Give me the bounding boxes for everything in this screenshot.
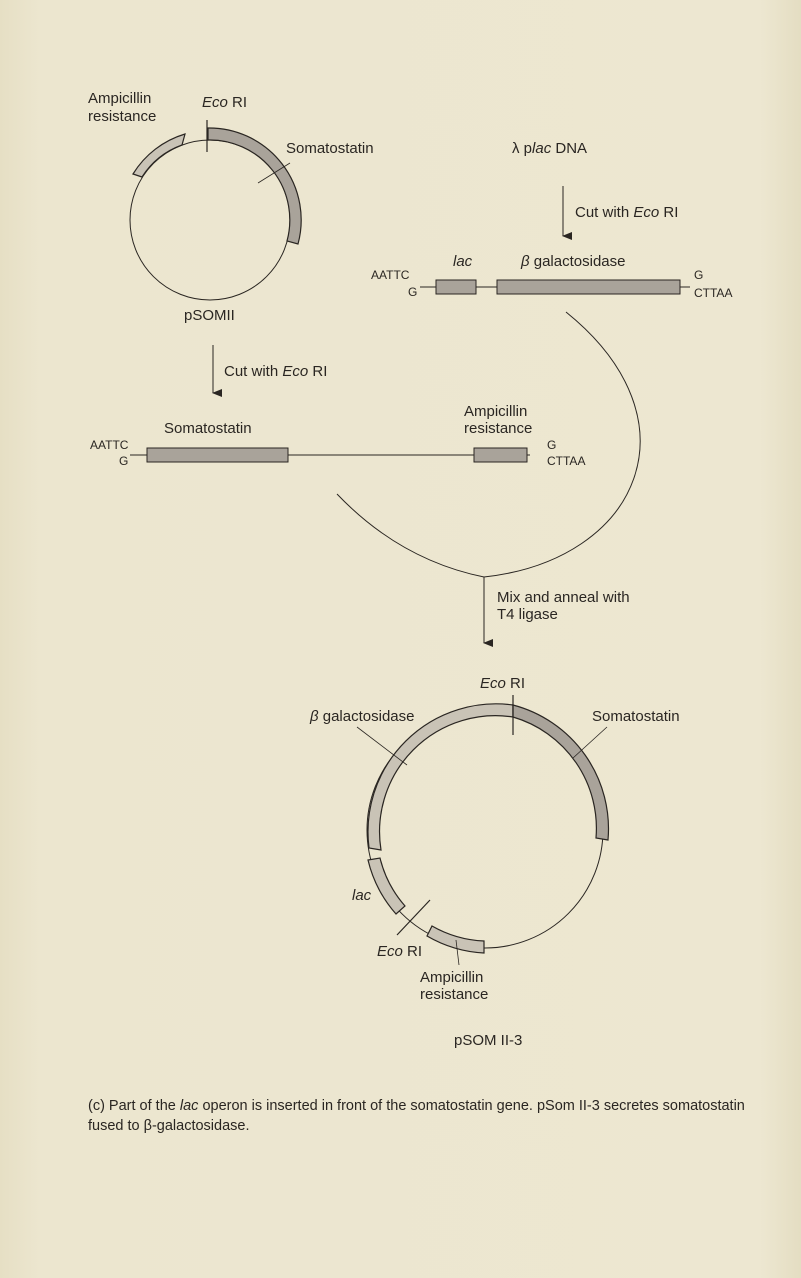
psom3-beta-pointer (357, 727, 407, 765)
lac-label: lac (453, 253, 473, 270)
psom3-beta-label: β galactosidase (310, 708, 415, 725)
beta-galactosidase-label: β galactosidase (521, 253, 626, 270)
psom3-ampicillin-label-2: resistance (420, 986, 489, 1003)
psom3-ampicillin-label-1: Ampicillin (420, 969, 484, 986)
linear-ampicillin-box (474, 448, 527, 462)
linear-amp-label-2: resistance (464, 420, 533, 437)
psom3-lac-label: lac (352, 887, 372, 904)
psomii-name: pSOMII (184, 307, 235, 324)
left-cut-label: Cut with Eco RI (224, 363, 328, 380)
psomii-somatostatin-label: Somatostatin (286, 140, 374, 157)
plasmid-psom-ii-3 (309, 675, 680, 1049)
linear-amp-label-1: Ampicillin (464, 403, 528, 420)
psom3-beta-galactosidase-gene (368, 704, 513, 850)
left-cut-section (213, 345, 327, 393)
linear-right-top-end: G (547, 438, 557, 452)
linear-somatostatin-label: Somatostatin (164, 420, 252, 437)
psom3-somatostatin-label: Somatostatin (592, 708, 680, 725)
lac-right-bottom-end: CTTAA (694, 286, 733, 300)
mix-line-right (484, 312, 640, 577)
linear-left-bottom-end: G (119, 454, 129, 468)
mixing-lines (337, 312, 640, 643)
psom3-somatostatin-gene (513, 705, 608, 840)
psomii-ecori-label: Eco RI (202, 94, 248, 111)
lambda-plac-section (512, 140, 678, 236)
psom3-ecori-bottom-label: Eco RI (377, 943, 423, 960)
linear-left-top-end: AATTC (90, 438, 129, 452)
psom3-lac-gene (368, 858, 405, 914)
psom3-ampicillin-gene (427, 926, 484, 953)
psom3-ecori-top-label: Eco RI (480, 675, 526, 692)
mix-line-left (337, 494, 484, 577)
lac-left-bottom-end: G (408, 285, 418, 299)
psomii-ampicillin-label-1: Ampicillin (88, 90, 152, 107)
psom3-name: pSOM II-3 (454, 1032, 523, 1049)
linear-somatostatin-box (147, 448, 288, 462)
anneal-label-1: Mix and anneal with (497, 589, 630, 606)
figure-caption: (c) Part of the lac operon is inserted in front of the somatostatin gene. pSom II-3 secretes somatostatin fused to β-galactosidase. (88, 1098, 745, 1134)
anneal-label-2: T4 ligase (497, 606, 558, 623)
psomii-ampicillin-gene (133, 134, 185, 177)
beta-galactosidase-gene-box (497, 280, 680, 294)
lambda-cut-label: Cut with Eco RI (575, 204, 679, 221)
lambda-plac-label: λ plac DNA (512, 140, 588, 157)
lac-right-top-end: G (694, 268, 704, 282)
lac-gene-box (436, 280, 476, 294)
psomii-ampicillin-label-2: resistance (88, 108, 157, 125)
plasmid-psomii (88, 90, 374, 324)
linear-right-bottom-end: CTTAA (547, 454, 586, 468)
psom3-somatostatin-pointer (573, 727, 607, 758)
lac-fragment (371, 253, 732, 300)
psomii-backbone (130, 140, 290, 300)
linear-somatostatin-fragment (90, 403, 585, 468)
lac-left-top-end: AATTC (371, 268, 410, 282)
